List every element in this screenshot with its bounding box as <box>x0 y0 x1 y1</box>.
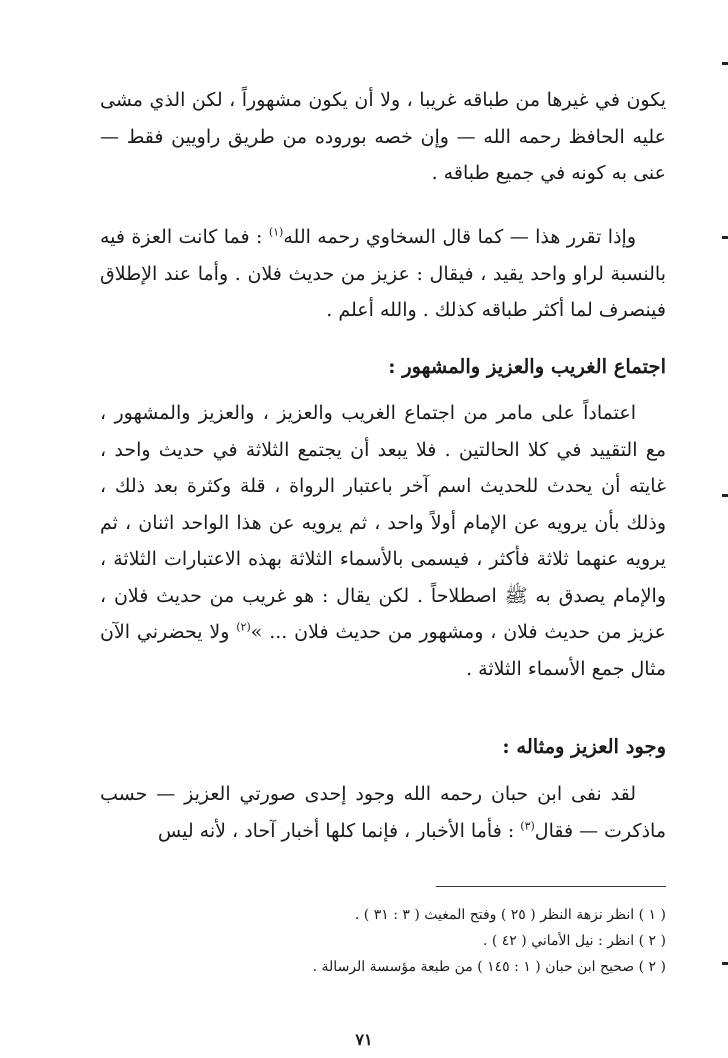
paragraph-intro: يكون في غيرها من طباقه غريبا ، ولا أن يكون مشهوراً ، لكن الذي مشى عليه الحافظ رحمه الله — وإن خصه بوروده من طريق راويين فقط — عنى به كونه في جميع طباقه . <box>100 89 666 184</box>
section-heading-existence: وجود العزيز ومثاله : <box>502 735 666 758</box>
footnote-divider <box>436 886 666 887</box>
paragraph-combination-text-a: اعتماداً على مامر من اجتماع الغريب والعزيز ، والعزيز والمشهور ، مع التقييد في كلا الحالتين . فلا يبعد أن يجتمع الثلاثة في حديث واحد ، غايته أن يحدث للحديث اسم آخر باعتبار الرواة ، قلة وكثرة بعد ذلك ، وذلك بأن يرويه عن الإمام أولاً واحد ، ثم يرويه عن هذا الواحد اثنان ، ثم يرويه عنهما ثلاثة فأكثر ، فيسمى بالأسماء الثلاثة بهذه الاعتبارات الثلاثة ، والإمام يصدق به ﷺ اصطلاحاً . لكن يقال : هو غريب من حديث فلان ، عزيز من حديث فلان ، ومشهور من حديث فلان ... » <box>100 402 666 643</box>
scan-edge-mark <box>722 236 728 239</box>
paragraph-ibn-hibban-text-b: : فأما الأخبار ، فإنما كلها أخبار آحاد ، لأنه ليس <box>157 819 521 842</box>
paragraph-combination <box>100 395 666 687</box>
paragraph-sakhawi-text-a: وإذا تقرر هذا — كما قال السخاوي رحمه الله <box>283 226 636 248</box>
paragraph-ibn-hibban-text-a: لقد نفى ابن حبان رحمه الله وجود إحدى صورتي العزيز — حسب ماذكرت — فقال <box>100 783 666 842</box>
footnote-item: ( ٢ ) انظر : نيل الأماني ( ٤٢ ) . <box>482 933 666 949</box>
section-heading-combination: اجتماع الغريب والعزيز والمشهور : <box>388 355 666 378</box>
paragraph-combination-text-b: ولا يحضرني الآن مثال جمع الأسماء الثلاثة . <box>100 621 666 680</box>
footnote-ref-2: (٢) <box>236 620 251 634</box>
scan-edge-mark <box>722 962 728 965</box>
scan-edge-mark <box>722 494 728 497</box>
footnote-item: ( ٢ ) صحيح ابن حبان ( ١ : ١٤٥ ) من طبعة مؤسسة الرسالة . <box>312 959 666 975</box>
footnotes-list <box>100 902 666 980</box>
scan-edge-mark <box>722 62 728 65</box>
paragraph-sakhawi-quote <box>100 219 666 329</box>
footnote-item: ( ١ ) انظر نزهة النظر ( ٢٥ ) وفتح المغيث ( ٣ : ٣١ ) . <box>354 907 666 923</box>
paragraph-ibn-hibban <box>100 776 666 849</box>
page-number: ٧١ <box>355 1030 373 1049</box>
footnote-ref-1: (١) <box>268 225 284 239</box>
paragraph-sakhawi-text-b: : فما كانت العزة فيه بالنسبة لراو واحد يقيد ، فيقال : عزيز من حديث فلان . وأما عند الإطلاق فينصرف لما أكثر طباقه كذلك . والله أعلم . <box>100 226 666 321</box>
footnote-ref-3: (٣) <box>520 819 535 833</box>
